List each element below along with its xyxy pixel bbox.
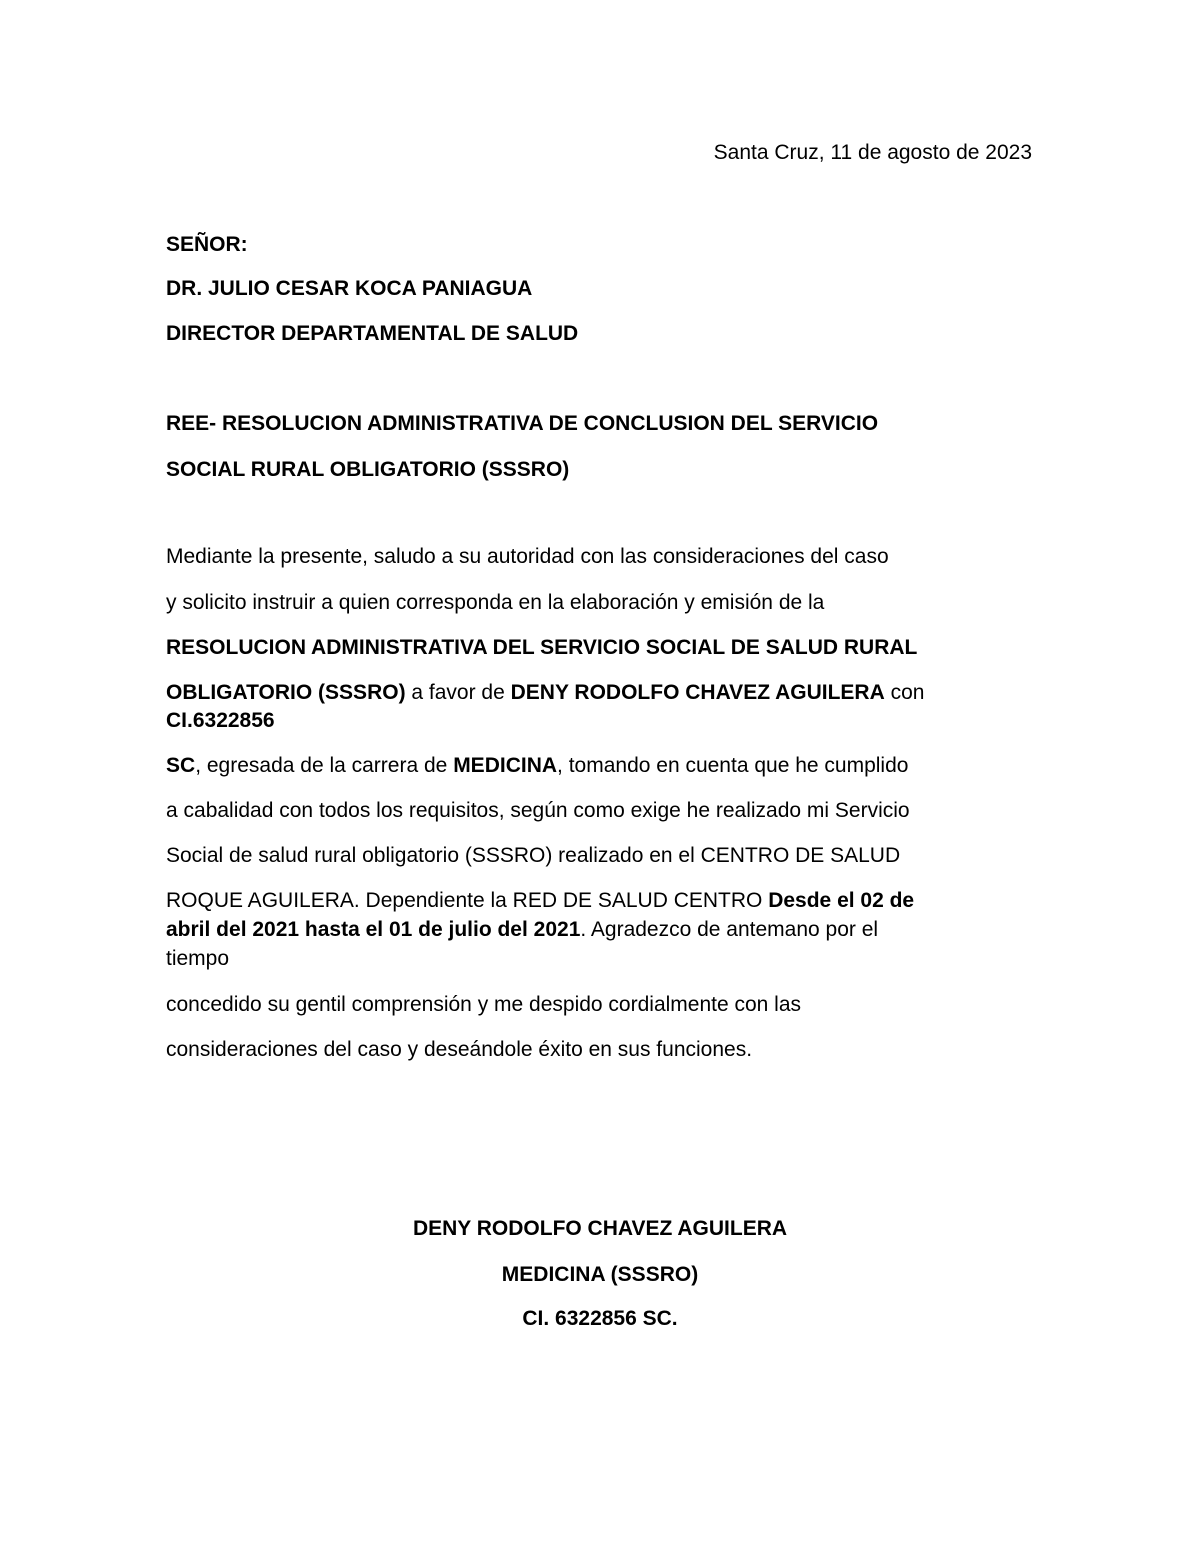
- body-line-6-bold-2: MEDICINA: [453, 754, 558, 777]
- body-line-6-text-2: , tomando en cuenta que he cumplido: [557, 754, 909, 777]
- date-line: Santa Cruz, 11 de agosto de 2023: [713, 141, 1032, 164]
- body-line-9: [166, 887, 914, 915]
- body-line-4: [166, 679, 924, 707]
- body-line-7: a cabalidad con todos los requisitos, según como exige he realizado mi Servicio: [166, 799, 910, 822]
- body-line-6-bold-1: SC: [166, 754, 196, 777]
- subject-line-2: SOCIAL RURAL OBLIGATORIO (SSSRO): [166, 458, 570, 481]
- body-line-3: RESOLUCION ADMINISTRATIVA DEL SERVICIO SOCIAL DE SALUD RURAL: [166, 636, 918, 659]
- body-line-4-bold-2: DENY RODOLFO CHAVEZ AGUILERA: [510, 681, 885, 704]
- subject-line-1: REE- RESOLUCION ADMINISTRATIVA DE CONCLUSION DEL SERVICIO: [166, 412, 879, 435]
- recipient-title: DIRECTOR DEPARTAMENTAL DE SALUD: [166, 322, 579, 345]
- body-line-1: Mediante la presente, saludo a su autoridad con las consideraciones del caso: [166, 545, 889, 568]
- body-line-2: y solicito instruir a quien corresponda en la elaboración y emisión de la: [166, 591, 825, 614]
- body-line-5: CI.6322856: [166, 709, 275, 732]
- body-line-10-text: . Agradezco de antemano por el: [580, 918, 879, 941]
- body-line-4-text-1: a favor de: [405, 681, 511, 704]
- body-line-13: consideraciones del caso y deseándole éxito en sus funciones.: [166, 1038, 753, 1061]
- body-line-11: tiempo: [166, 947, 230, 970]
- body-line-10-bold: abril del 2021 hasta el 01 de julio del 2021: [166, 918, 581, 941]
- body-line-6: [166, 752, 908, 780]
- body-line-9-bold: Desde el 02 de: [768, 889, 915, 912]
- recipient-salutation: SEÑOR:: [166, 233, 248, 256]
- body-line-9-text: ROQUE AGUILERA. Dependiente la RED DE SALUD CENTRO: [166, 889, 769, 912]
- body-line-8: Social de salud rural obligatorio (SSSRO) realizado en el CENTRO DE SALUD: [166, 844, 901, 867]
- recipient-name: DR. JULIO CESAR KOCA PANIAGUA: [166, 277, 533, 300]
- body-line-6-text-1: , egresada de la carrera de: [195, 754, 454, 777]
- signature-id: CI. 6322856 SC.: [522, 1307, 678, 1330]
- signature-name: DENY RODOLFO CHAVEZ AGUILERA: [412, 1217, 788, 1240]
- body-line-4-bold-1: OBLIGATORIO (SSSRO): [166, 681, 406, 704]
- body-line-12: concedido su gentil comprensión y me despido cordialmente con las: [166, 993, 802, 1016]
- body-line-4-text-2: con: [884, 681, 925, 704]
- body-line-10: [166, 916, 878, 944]
- signature-career: MEDICINA (SSSRO): [501, 1263, 699, 1286]
